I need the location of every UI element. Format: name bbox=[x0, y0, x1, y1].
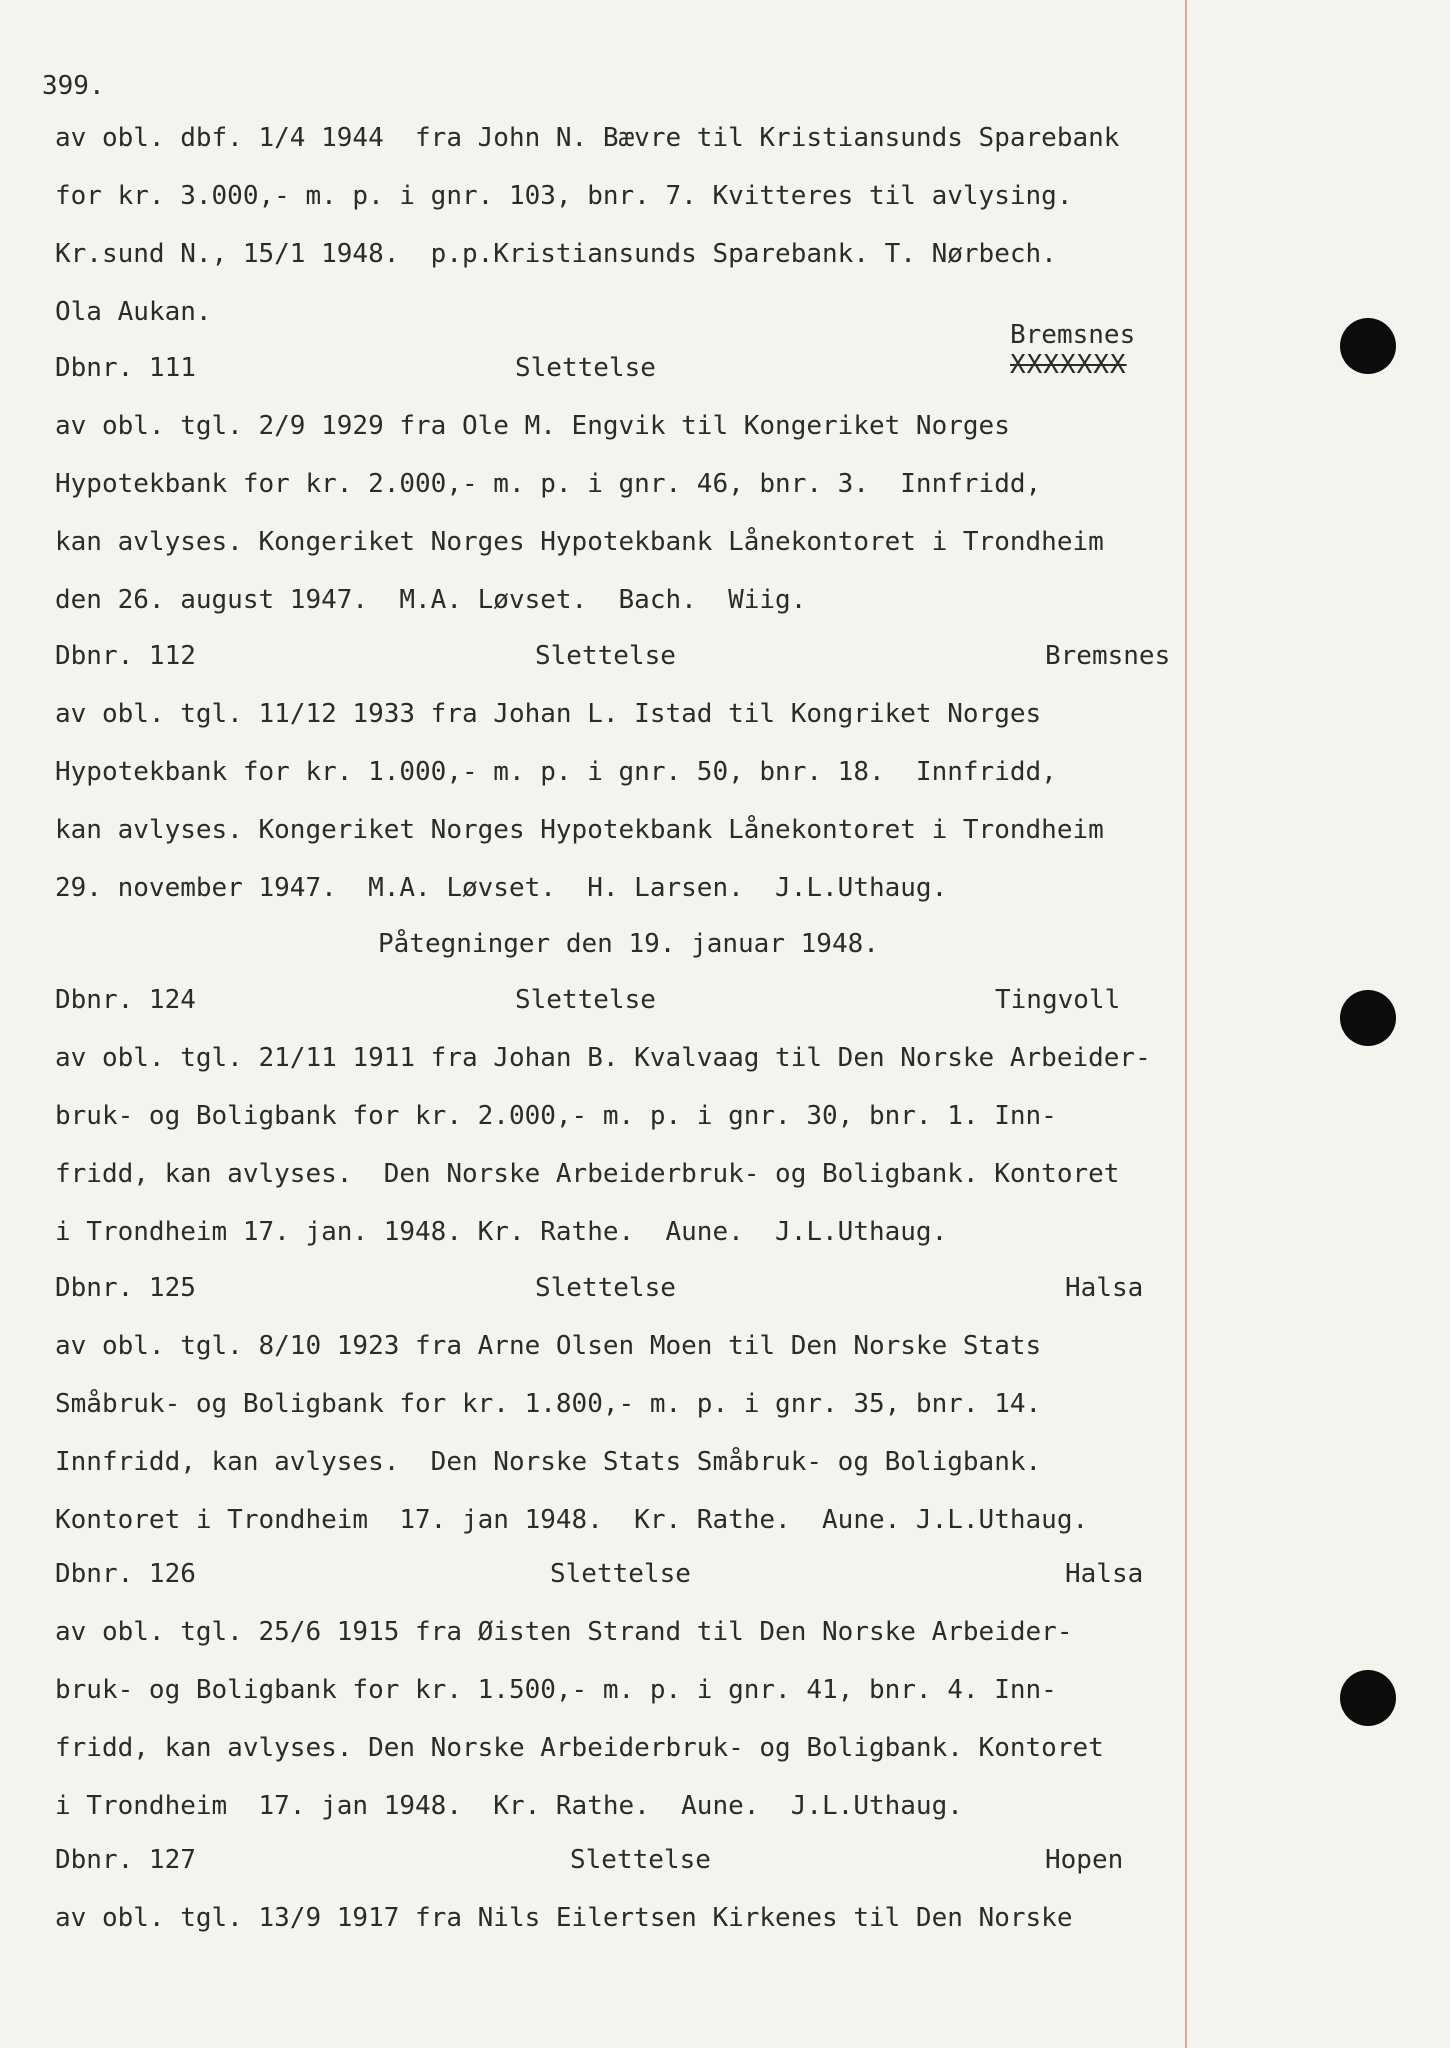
text-line: av obl. tgl. 11/12 1933 fra Johan L. Istad til Kongriket Norges bbox=[55, 699, 1042, 729]
text-line: for kr. 3.000,- m. p. i gnr. 103, bnr. 7. Kvitteres til avlysing. bbox=[55, 181, 1073, 211]
entry-heading bbox=[55, 1558, 1185, 1590]
text-line: Kr.sund N., 15/1 1948. p.p.Kristiansunds Sparebank. T. Nørbech. bbox=[55, 239, 1057, 269]
punch-hole bbox=[1340, 318, 1396, 374]
entry-heading bbox=[55, 1272, 1185, 1304]
punch-hole bbox=[1340, 990, 1396, 1046]
text-line: av obl. tgl. 13/9 1917 fra Nils Eilertsen Kirkenes til Den Norske bbox=[55, 1903, 1073, 1933]
text-line: 29. november 1947. M.A. Løvset. H. Larsen. J.L.Uthaug. bbox=[55, 873, 948, 903]
entry-type: Slettelse bbox=[535, 1273, 676, 1303]
text-line: kan avlyses. Kongeriket Norges Hypotekbank Lånekontoret i Trondheim bbox=[55, 815, 1104, 845]
text-line: i Trondheim 17. jan 1948. Kr. Rathe. Aune. J.L.Uthaug. bbox=[55, 1791, 963, 1821]
dbnr-label: Dbnr. 126 bbox=[55, 1559, 196, 1589]
dbnr-label: Dbnr. 127 bbox=[55, 1845, 196, 1875]
dbnr-label: Dbnr. 124 bbox=[55, 985, 196, 1015]
entry-heading bbox=[55, 640, 1185, 672]
red-margin-line bbox=[1185, 0, 1187, 2048]
text-line: Hypotekbank for kr. 1.000,- m. p. i gnr. 50, bnr. 18. Innfridd, bbox=[55, 757, 1057, 787]
text-line: av obl. dbf. 1/4 1944 fra John N. Bævre til Kristiansunds Sparebank bbox=[55, 123, 1120, 153]
entry-type: Slettelse bbox=[550, 1559, 691, 1589]
text-line: av obl. tgl. 25/6 1915 fra Øisten Strand til Den Norske Arbeider- bbox=[55, 1617, 1073, 1647]
entry-heading bbox=[55, 984, 1185, 1016]
place-name: Bremsnes bbox=[1045, 641, 1171, 671]
text-line: bruk- og Boligbank for kr. 1.500,- m. p. i gnr. 41, bnr. 4. Inn- bbox=[55, 1675, 1057, 1705]
text-line: Ola Aukan. bbox=[55, 297, 212, 327]
entry-type: Slettelse bbox=[570, 1845, 711, 1875]
text-line: kan avlyses. Kongeriket Norges Hypotekbank Lånekontoret i Trondheim bbox=[55, 527, 1104, 557]
dbnr-label: Dbnr. 125 bbox=[55, 1273, 196, 1303]
entry-heading bbox=[55, 1844, 1185, 1876]
entry-heading bbox=[55, 352, 1185, 384]
annotation-line: Påtegninger den 19. januar 1948. bbox=[378, 929, 879, 959]
place-name: Hopen bbox=[1045, 1845, 1124, 1875]
place-name: Halsa bbox=[1065, 1273, 1144, 1303]
text-line: av obl. tgl. 21/11 1911 fra Johan B. Kvalvaag til Den Norske Arbeider- bbox=[55, 1043, 1151, 1073]
entry-type: Slettelse bbox=[535, 641, 676, 671]
entry-type: Slettelse bbox=[515, 985, 656, 1015]
dbnr-label: Dbnr. 111 bbox=[55, 353, 196, 383]
punch-hole bbox=[1340, 1670, 1396, 1726]
page-number: 399. bbox=[42, 71, 105, 101]
text-line: bruk- og Boligbank for kr. 2.000,- m. p. i gnr. 30, bnr. 1. Inn- bbox=[55, 1101, 1057, 1131]
text-line: av obl. tgl. 8/10 1923 fra Arne Olsen Moen til Den Norske Stats bbox=[55, 1331, 1042, 1361]
text-line: Småbruk- og Boligbank for kr. 1.800,- m. p. i gnr. 35, bnr. 14. bbox=[55, 1389, 1042, 1419]
text-line: fridd, kan avlyses. Den Norske Arbeiderbruk- og Boligbank. Kontoret bbox=[55, 1159, 1120, 1189]
text-line: Hypotekbank for kr. 2.000,- m. p. i gnr. 46, bnr. 3. Innfridd, bbox=[55, 469, 1042, 499]
text-line: i Trondheim 17. jan. 1948. Kr. Rathe. Aune. J.L.Uthaug. bbox=[55, 1217, 948, 1247]
place-name: Bremsnes bbox=[1010, 320, 1136, 350]
text-line: av obl. tgl. 2/9 1929 fra Ole M. Engvik til Kongeriket Norges bbox=[55, 411, 1010, 441]
place-name: Tingvoll bbox=[995, 985, 1121, 1015]
text-line: den 26. august 1947. M.A. Løvset. Bach. Wiig. bbox=[55, 585, 807, 615]
dbnr-label: Dbnr. 112 bbox=[55, 641, 196, 671]
entry-type: Slettelse bbox=[515, 353, 656, 383]
text-line: Innfridd, kan avlyses. Den Norske Stats Småbruk- og Boligbank. bbox=[55, 1447, 1042, 1477]
text-line: Kontoret i Trondheim 17. jan 1948. Kr. Rathe. Aune. J.L.Uthaug. bbox=[55, 1505, 1089, 1535]
struck-place: XXXXXXX bbox=[1010, 350, 1127, 380]
place-name: Halsa bbox=[1065, 1559, 1144, 1589]
text-line: fridd, kan avlyses. Den Norske Arbeiderbruk- og Boligbank. Kontoret bbox=[55, 1733, 1104, 1763]
